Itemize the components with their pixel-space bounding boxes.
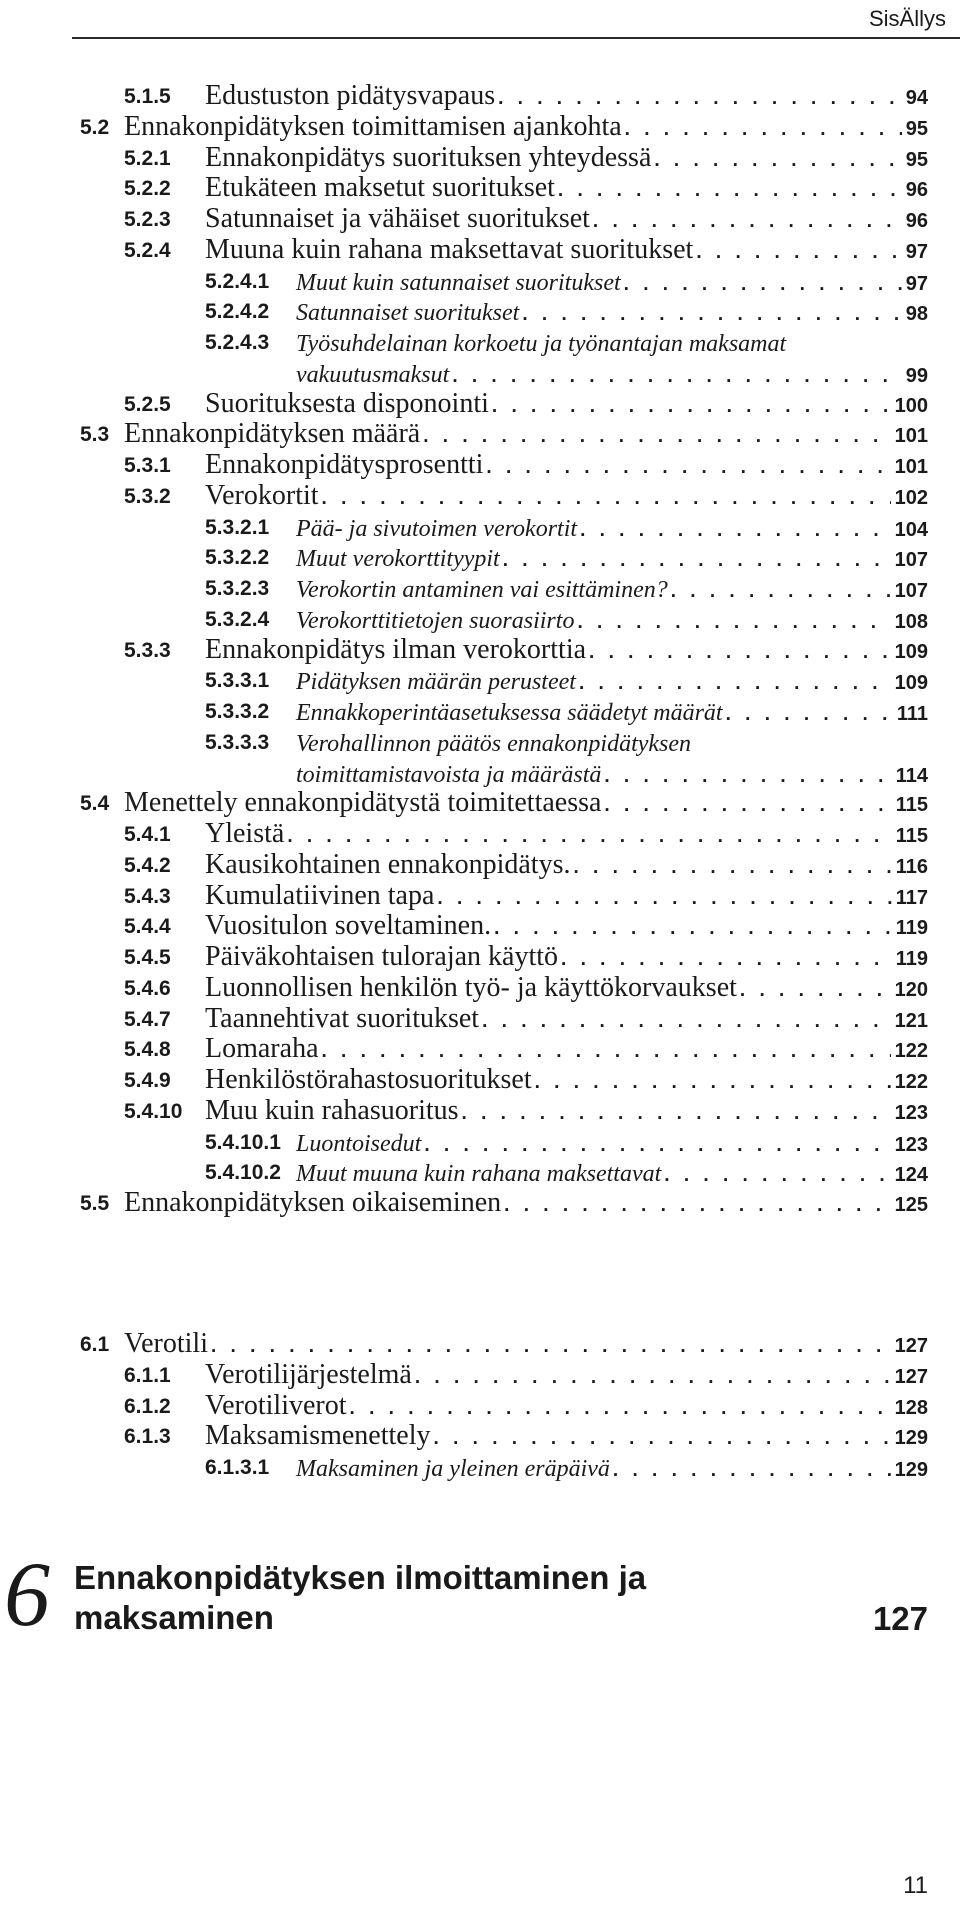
toc-entry-title: Verokorttitietojen suorasiirto (296, 607, 575, 634)
toc-entry-number: 5.4 (80, 792, 110, 816)
toc-entry-number: 5.4.1 (124, 823, 171, 846)
toc-entry-title: Henkilöstörahastosuoritukset (205, 1064, 532, 1095)
toc-entry-title: Etukäteen maksetut suoritukset (205, 172, 555, 204)
toc-entry-page: 97 (905, 272, 928, 295)
toc-entry-number: 6.1 (80, 1333, 110, 1356)
toc-entry-title: Muuna kuin rahana maksettavat suoritukset (205, 233, 694, 265)
toc-entry-page: 95 (905, 148, 928, 171)
toc-entry-title: Muut kuin satunnaiset suoritukset (296, 269, 621, 296)
toc-entry-title: Kumulatiivinen tapa (205, 879, 435, 911)
chapter-title-line-2: maksaminen (74, 1599, 274, 1636)
toc-entry-page: 94 (905, 87, 928, 109)
chapter-number: 6 (4, 1543, 50, 1645)
toc-entry-page: 120 (894, 978, 928, 1001)
toc-entry-number: 5.4.2 (124, 853, 171, 877)
toc-entry-title: Vuositulon soveltaminen. (205, 910, 492, 942)
toc-entry-number: 5.3.3.2 (205, 700, 270, 723)
toc-entry-number: 5.5 (80, 1192, 110, 1215)
toc-entry-page: 108 (894, 610, 928, 633)
toc-entry-page: 117 (895, 886, 928, 909)
toc-entry-page: 127 (894, 1365, 928, 1388)
toc-entry-number: 5.3.2.2 (205, 546, 270, 570)
toc-entry-number: 5.2.4 (124, 238, 171, 262)
toc-entry-number: 5.4.10.2 (205, 1161, 281, 1185)
toc-entry-number: 5.4.8 (124, 1038, 171, 1062)
toc-entry-page: 96 (905, 179, 928, 202)
toc-entry-number: 5.3 (80, 423, 110, 447)
toc-entry-number: 5.3.3.3 (205, 730, 270, 754)
toc-entry-number: 5.4.9 (124, 1069, 171, 1092)
toc-entry-title: Maksaminen ja yleinen eräpäivä (296, 1456, 610, 1482)
toc-entry (0, 1183, 960, 1223)
toc-entry-page: 102 (894, 486, 928, 509)
toc-entry-title: Ennakonpidätys ilman verokorttia (205, 633, 587, 665)
toc-entry-title: Lomaraha (205, 1033, 319, 1065)
toc-entry-title: Suorituksesta disponointi (205, 387, 489, 419)
toc-entry-number: 5.2.4.1 (205, 269, 270, 293)
toc-entry-title: Satunnaiset suoritukset (296, 300, 520, 327)
toc-entry-number: 5.3.1 (124, 454, 171, 477)
toc-entry-number: 5.2.2 (124, 177, 171, 201)
toc-entry-number: 6.1.3 (124, 1425, 171, 1449)
toc-entry-title: Yleistä (205, 818, 285, 849)
toc-entry-number: 6.1.1 (124, 1363, 171, 1387)
toc-entry-number: 5.4.4 (124, 915, 171, 939)
toc-entry-number: 5.1.5 (124, 85, 171, 108)
toc-entry-number: 5.4.3 (124, 884, 171, 908)
toc-entry (0, 1447, 960, 1487)
toc-entry-page: 127 (894, 1335, 928, 1357)
toc-entry-number: 6.1.2 (124, 1394, 171, 1418)
chapter-page-number: 127 (872, 1600, 928, 1637)
toc-entry-title: Ennakonpidätyksen määrä (124, 418, 421, 450)
toc-entry-page: 98 (905, 303, 928, 326)
toc-entry-page: 96 (905, 210, 928, 232)
toc-entry-page: 119 (895, 917, 928, 940)
toc-entry-page: 119 (895, 948, 928, 970)
toc-entry-title: Verotili (124, 1328, 208, 1359)
toc-entry-number: 5.2.5 (124, 392, 171, 416)
toc-entry-title: Ennakonpidätyksen toimittamisen ajankohta (124, 110, 622, 142)
toc-entry-title: Menettely ennakonpidätystä toimitettaessa (124, 787, 602, 819)
toc-entry-number: 5.3.2.3 (205, 577, 270, 600)
toc-entry-page: 128 (894, 1396, 928, 1419)
toc-entry-title: Muut muuna kuin rahana maksettavat (296, 1161, 662, 1188)
toc-entry-page: 99 (905, 364, 928, 387)
toc-entry-page: 109 (894, 672, 928, 695)
toc-entry-title: Verotilijärjestelmä (205, 1358, 412, 1390)
toc-entry-page: 123 (894, 1101, 928, 1124)
toc-entry-page: 95 (905, 117, 928, 140)
toc-entry-title: Luontoisedut (296, 1130, 422, 1157)
toc-entry-number: 5.2.4.2 (205, 300, 270, 324)
toc-entry-page: 124 (894, 1164, 928, 1187)
toc-entry-page: 104 (894, 518, 928, 541)
toc-entry-title: Pidätyksen määrän perusteet (296, 669, 576, 696)
toc-entry-title: Edustuston pidätysvapaus (205, 80, 496, 111)
toc-entry-page: 101 (894, 425, 928, 448)
toc-entry-number: 5.4.5 (124, 946, 171, 969)
toc-entry-number: 5.2.3 (124, 208, 171, 231)
toc-entry-title: Ennakonpidätys suorituksen yhteydessä (205, 141, 652, 173)
toc-entry-page: 122 (894, 1040, 928, 1063)
toc-entry-page: 109 (894, 640, 928, 663)
chapter-title-line-1: Ennakonpidätyksen ilmoittaminen ja (74, 1559, 647, 1596)
toc-entry-page: 121 (894, 1009, 928, 1032)
toc-entry-title: Muut verokorttityypit (296, 546, 500, 573)
toc-entry-title: Muu kuin rahasuoritus (205, 1094, 459, 1126)
toc-entry-page: 116 (895, 855, 928, 878)
toc-entry-page: 123 (894, 1133, 928, 1156)
toc-entry-number: 5.4.10.1 (205, 1130, 281, 1154)
toc-entry-title-continuation: toimittamistavoista ja määrästä (296, 761, 602, 788)
toc-entry-page: 115 (895, 794, 928, 817)
toc-entry-page: 122 (894, 1071, 928, 1093)
chapter-title (74, 1558, 646, 1638)
toc-entry-page: 107 (894, 549, 928, 572)
dot-leader (613, 1460, 891, 1482)
toc-entry-title: Maksamismenettely (205, 1420, 431, 1452)
toc-entry-page: 129 (894, 1459, 928, 1481)
dot-leader (504, 1195, 890, 1217)
toc-entry-page: 125 (894, 1194, 928, 1216)
page-number: 11 (903, 1872, 928, 1899)
toc-entry-page: 129 (894, 1427, 928, 1450)
toc-entry-title: Taannehtivat suoritukset (205, 1002, 480, 1034)
toc-entry-title: Luonnollisen henkilön työ- ja käyttökorvaukset (205, 971, 737, 1003)
toc-entry-title: Satunnaiset ja vähäiset suoritukset (205, 203, 590, 234)
toc-entry-number: 5.4.10 (124, 1099, 183, 1123)
toc-entry-page: 101 (894, 456, 928, 478)
toc-entry-page: 100 (894, 394, 928, 417)
toc-entry-title: Verokortit (205, 479, 319, 511)
toc-entry-number: 5.4.7 (124, 1007, 171, 1031)
toc-entry-title: Verotiliverot (205, 1389, 347, 1421)
toc-entry-title: Ennakkoperintäasetuksessa säädetyt määrät (296, 700, 723, 726)
toc-entry-title: Päiväkohtaisen tulorajan käyttö (205, 941, 559, 972)
toc-entry-page: 107 (894, 580, 928, 602)
toc-entry-title: Kausikohtainen ennakonpidätys. (205, 848, 571, 880)
toc-entry-title: Ennakonpidätysprosentti (205, 449, 484, 480)
toc-entry-page: 115 (895, 825, 928, 847)
toc-entry-number: 5.2.4.3 (205, 331, 270, 354)
toc-entry-title-continuation: vakuutusmaksut (296, 361, 450, 388)
toc-entry-number: 6.1.3.1 (205, 1456, 270, 1479)
toc-entry-title: Työsuhdelainan korkoetu ja työnantajan maksamat (296, 331, 787, 357)
toc-entry-number: 5.3.2 (124, 484, 171, 508)
toc-entry-number: 5.3.3 (124, 638, 171, 662)
toc-entry-title: Verokortin antaminen vai esittäminen? (296, 577, 668, 603)
toc-entry-title: Ennakonpidätyksen oikaiseminen (124, 1187, 502, 1218)
running-header: SisÄllys (868, 6, 946, 31)
toc-entry-number: 5.3.2.1 (205, 515, 270, 539)
toc-entry-number: 5.3.3.1 (205, 669, 270, 693)
toc-entry-page: 97 (905, 240, 928, 263)
toc-entry-number: 5.3.2.4 (205, 607, 270, 631)
toc-entry-number: 5.4.6 (124, 976, 171, 1000)
toc-entry-number: 5.2.1 (124, 146, 171, 170)
toc-entry-title: Pää- ja sivutoimen verokortit (296, 515, 578, 542)
toc-entry-title: Verohallinnon päätös ennakonpidätyksen (296, 730, 692, 757)
toc-entry-number: 5.2 (80, 115, 110, 139)
toc-entry-page: 114 (895, 764, 928, 787)
toc-entry-page: 111 (896, 703, 928, 725)
